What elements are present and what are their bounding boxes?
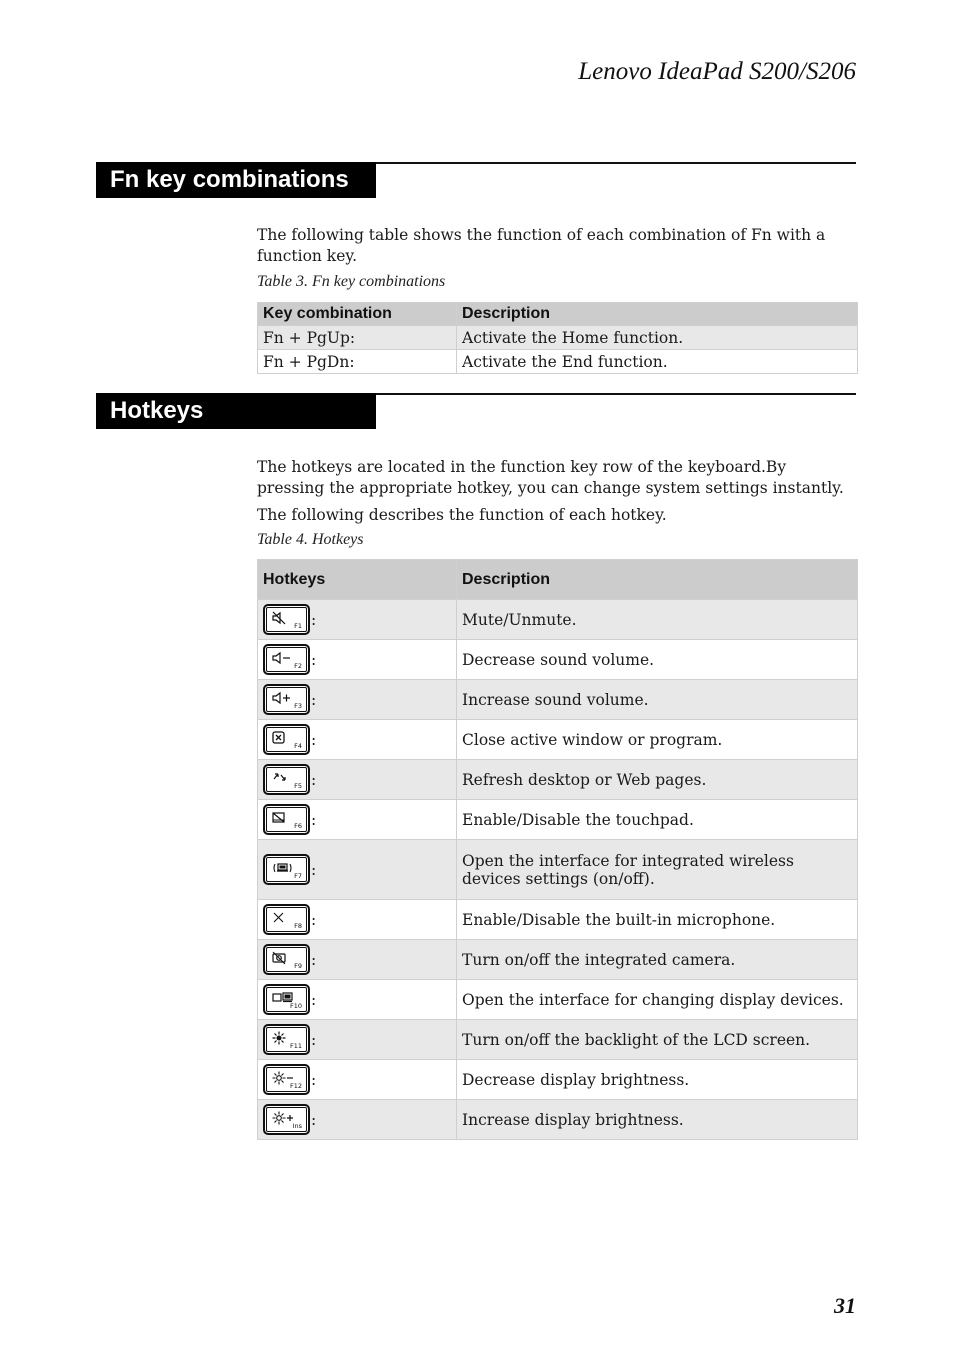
volume-up-icon (272, 691, 292, 705)
camera-icon (272, 951, 288, 965)
description: Decrease display brightness. (457, 1060, 858, 1100)
close-window-icon (272, 731, 286, 745)
key-label: F8 (294, 922, 302, 930)
description: Decrease sound volume. (457, 640, 858, 680)
table-row (258, 940, 858, 980)
key-label: F7 (294, 872, 302, 880)
volume-down-icon (272, 651, 292, 665)
table-row (258, 900, 858, 940)
key-combination: Fn + PgDn: (258, 350, 457, 374)
description: Turn on/off the integrated camera. (457, 940, 858, 980)
description: Mute/Unmute. (457, 600, 858, 640)
column-header: Hotkeys (258, 560, 457, 600)
description: Refresh desktop or Web pages. (457, 760, 858, 800)
table-row (258, 326, 858, 350)
microphone-off-icon (272, 911, 286, 925)
separator: : (311, 1030, 317, 1049)
fn-intro-paragraph: The following table shows the function of each combination of Fn with a function key. (257, 226, 826, 265)
table-row (258, 1100, 858, 1140)
separator: : (311, 990, 317, 1009)
table-row (258, 800, 858, 840)
separator: : (311, 950, 317, 969)
description: Enable/Disable the touchpad. (457, 800, 858, 840)
table-row (258, 760, 858, 800)
heading-rule (376, 162, 856, 164)
table-row (258, 840, 858, 900)
wireless-icon (272, 861, 294, 875)
description: Activate the End function. (457, 350, 858, 374)
f8-key (263, 904, 310, 935)
description: Close active window or program. (457, 720, 858, 760)
table-header-row (258, 560, 858, 600)
table-row (258, 680, 858, 720)
description: Activate the Home function. (457, 326, 858, 350)
table-row (258, 720, 858, 760)
mute-icon (272, 611, 288, 625)
separator: : (311, 910, 317, 929)
separator: : (311, 770, 317, 789)
description: Open the interface for changing display devices. (457, 980, 858, 1020)
f4-key (263, 724, 310, 755)
column-header: Description (457, 560, 858, 600)
column-header: Description (457, 303, 858, 326)
key-label: F4 (294, 742, 302, 750)
f7-key (263, 854, 310, 885)
separator: : (311, 730, 317, 749)
key-label: Ins (292, 1122, 302, 1130)
key-label: F1 (294, 622, 302, 630)
section-title: Fn key combinations (96, 162, 376, 198)
description: Enable/Disable the built-in microphone. (457, 900, 858, 940)
key-label: F11 (289, 1042, 302, 1050)
table-row (258, 1060, 858, 1100)
separator: : (311, 610, 317, 629)
separator: : (311, 1110, 317, 1129)
table-caption: Table 3. Fn key combinations (257, 273, 446, 290)
description: Turn on/off the backlight of the LCD screen. (457, 1020, 858, 1060)
description: Increase sound volume. (457, 680, 858, 720)
description: Open the interface for integrated wireless devices settings (on/off). (457, 840, 858, 900)
hotkeys-intro-paragraph: The hotkeys are located in the function key row of the keyboard.By pressing the appropriate hotkey, you can change system settings instantly. (257, 458, 844, 497)
table-header-row (258, 303, 858, 326)
section-title: Hotkeys (96, 393, 376, 429)
f9-key (263, 944, 310, 975)
key-label: F10 (289, 1002, 302, 1010)
separator: : (311, 810, 317, 829)
table-row (258, 640, 858, 680)
f10-key (263, 984, 310, 1015)
f1-key (263, 604, 310, 635)
section-heading-fn (96, 162, 856, 198)
table-row (258, 1020, 858, 1060)
key-label: F12 (289, 1082, 302, 1090)
refresh-icon (272, 771, 288, 785)
f12-key (263, 1064, 310, 1095)
fn-table (257, 302, 858, 374)
key-combination: Fn + PgUp: (258, 326, 457, 350)
separator: : (311, 650, 317, 669)
table-row (258, 980, 858, 1020)
key-label: F6 (294, 822, 302, 830)
separator: : (311, 1070, 317, 1089)
page-number: 31 (834, 1293, 856, 1318)
ins-key (263, 1104, 310, 1135)
table-caption: Table 4. Hotkeys (257, 531, 364, 548)
separator: : (311, 860, 317, 879)
backlight-icon (272, 1031, 288, 1045)
f5-key (263, 764, 310, 795)
description: Increase display brightness. (457, 1100, 858, 1140)
brightness-up-icon (272, 1111, 294, 1125)
heading-rule (376, 393, 856, 395)
running-header: Lenovo IdeaPad S200/S206 (578, 58, 856, 85)
separator: : (311, 690, 317, 709)
f3-key (263, 684, 310, 715)
f11-key (263, 1024, 310, 1055)
touchpad-icon (272, 811, 286, 825)
key-label: F3 (294, 702, 302, 710)
hotkeys-table (257, 559, 858, 1140)
table-row (258, 600, 858, 640)
f6-key (263, 804, 310, 835)
key-label: F9 (294, 962, 302, 970)
hotkeys-intro-paragraph-2: The following describes the function of each hotkey. (257, 506, 667, 524)
key-label: F2 (294, 662, 302, 670)
section-heading-hotkeys (96, 393, 856, 429)
f2-key (263, 644, 310, 675)
column-header: Key combination (258, 303, 457, 326)
table-row (258, 350, 858, 374)
key-label: F5 (294, 782, 302, 790)
